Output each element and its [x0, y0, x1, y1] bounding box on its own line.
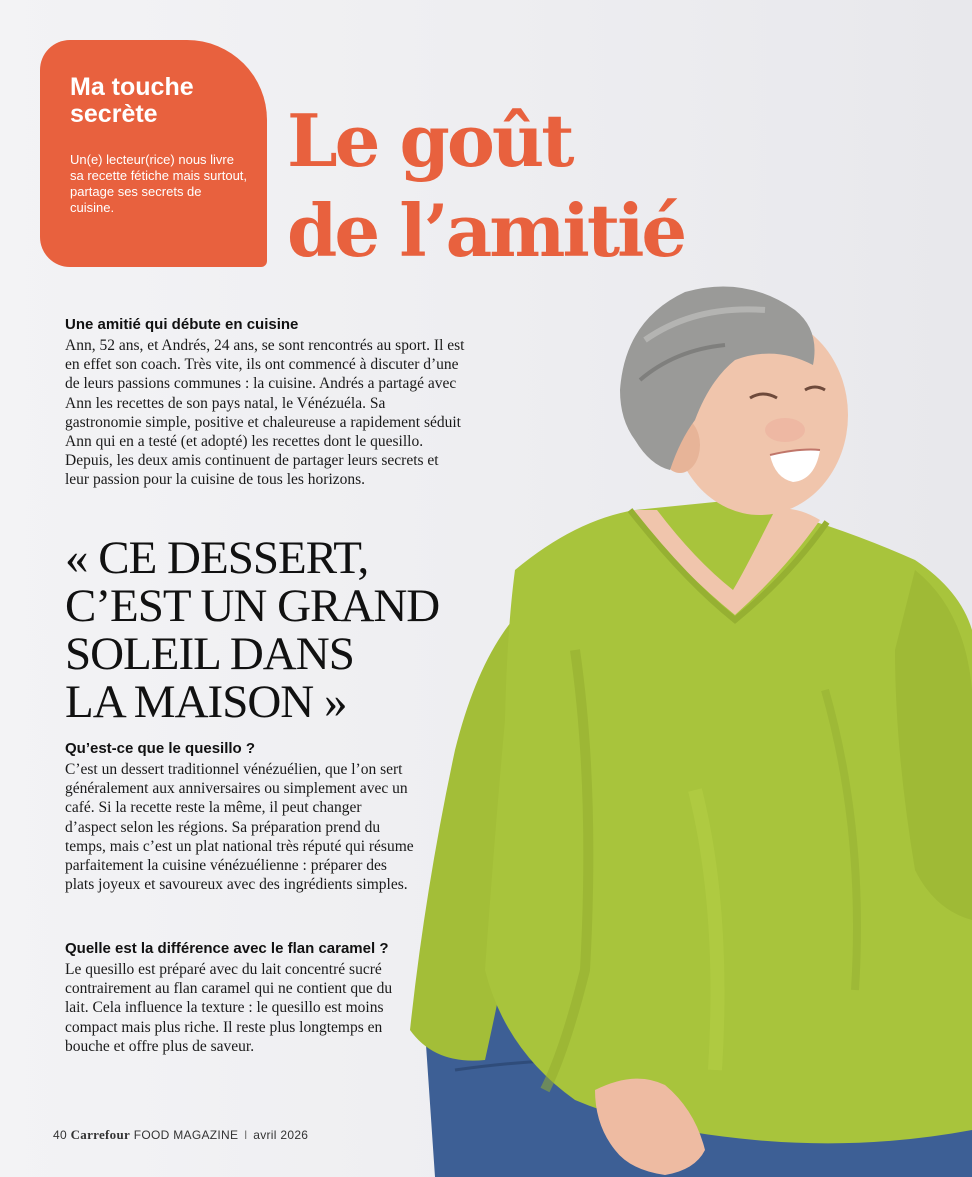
pull-quote — [65, 534, 485, 726]
rubric-title-line1: Ma touche — [70, 73, 194, 101]
quote-line4: LA MAISON » — [65, 676, 347, 728]
article-section-quesillo — [65, 740, 415, 894]
page-title — [287, 96, 684, 276]
article-section-difference — [65, 940, 417, 1056]
section-heading: Quelle est la différence avec le flan caramel ? — [65, 940, 389, 957]
rubric-box — [40, 40, 267, 267]
brand-logo: Carrefour — [70, 1127, 131, 1142]
rubric-title-line2: secrète — [70, 100, 158, 128]
article-section-intro — [65, 316, 465, 490]
rubric-title — [70, 74, 247, 128]
title-line2: de l’amitié — [287, 188, 685, 273]
section-body: Le quesillo est préparé avec du lait concentré sucré contrairement au flan caramel qui ne contient que du lait. Cela influence la texture : le quesillo est moins compact mais plus riche. Il reste plus longtemps en bouche et offre plus de saveur. — [65, 961, 393, 1055]
section-heading: Une amitié qui débute en cuisine — [65, 316, 299, 333]
section-body: C’est un dessert traditionnel vénézuélien, que l’on sert généralement aux anniversaires ou simplement avec un café. Si la recette reste la même, il peut changer d’aspect selon les régions. Sa préparation prend du temps, mais c’est un plat national très réputé qui résume parfaitement la cuisine vénézuélienne : préparer des plats joyeux et savoureux avec des ingrédients simples. — [65, 761, 414, 894]
issue-date: avril 2026 — [253, 1128, 309, 1142]
section-body: Ann, 52 ans, et Andrés, 24 ans, se sont rencontrés au sport. Il est en effet son coach. Très vite, ils ont commencé à discuter d’une de leurs passions communes : la cuisine. Andrés a partagé avec Ann les recettes de son pays natal, le Vénézuéla. Sa gastronomie simple, positive et chaleureuse a rapidement séduit Ann qui en a testé (et adopté) les recettes dont le quesillo. Depuis, les deux amis continuent de partager leurs secrets et leur passion pour la cuisine de tous les horizons. — [65, 337, 465, 489]
quote-line2: C’EST UN GRAND — [65, 580, 440, 632]
magazine-name: FOOD MAGAZINE — [133, 1128, 239, 1142]
rubric-description: Un(e) lecteur(rice) nous livre sa recette fétiche mais surtout, partage ses secrets de cuisine. — [70, 152, 248, 215]
page-number: 40 — [53, 1128, 67, 1142]
section-heading: Qu’est-ce que le quesillo ? — [65, 740, 256, 757]
page-footer — [53, 1127, 308, 1143]
quote-line3: SOLEIL DANS — [65, 628, 354, 680]
footer-separator: I — [243, 1128, 248, 1142]
title-line1: Le goût — [287, 98, 572, 183]
quote-line1: « CE DESSERT, — [65, 532, 369, 584]
